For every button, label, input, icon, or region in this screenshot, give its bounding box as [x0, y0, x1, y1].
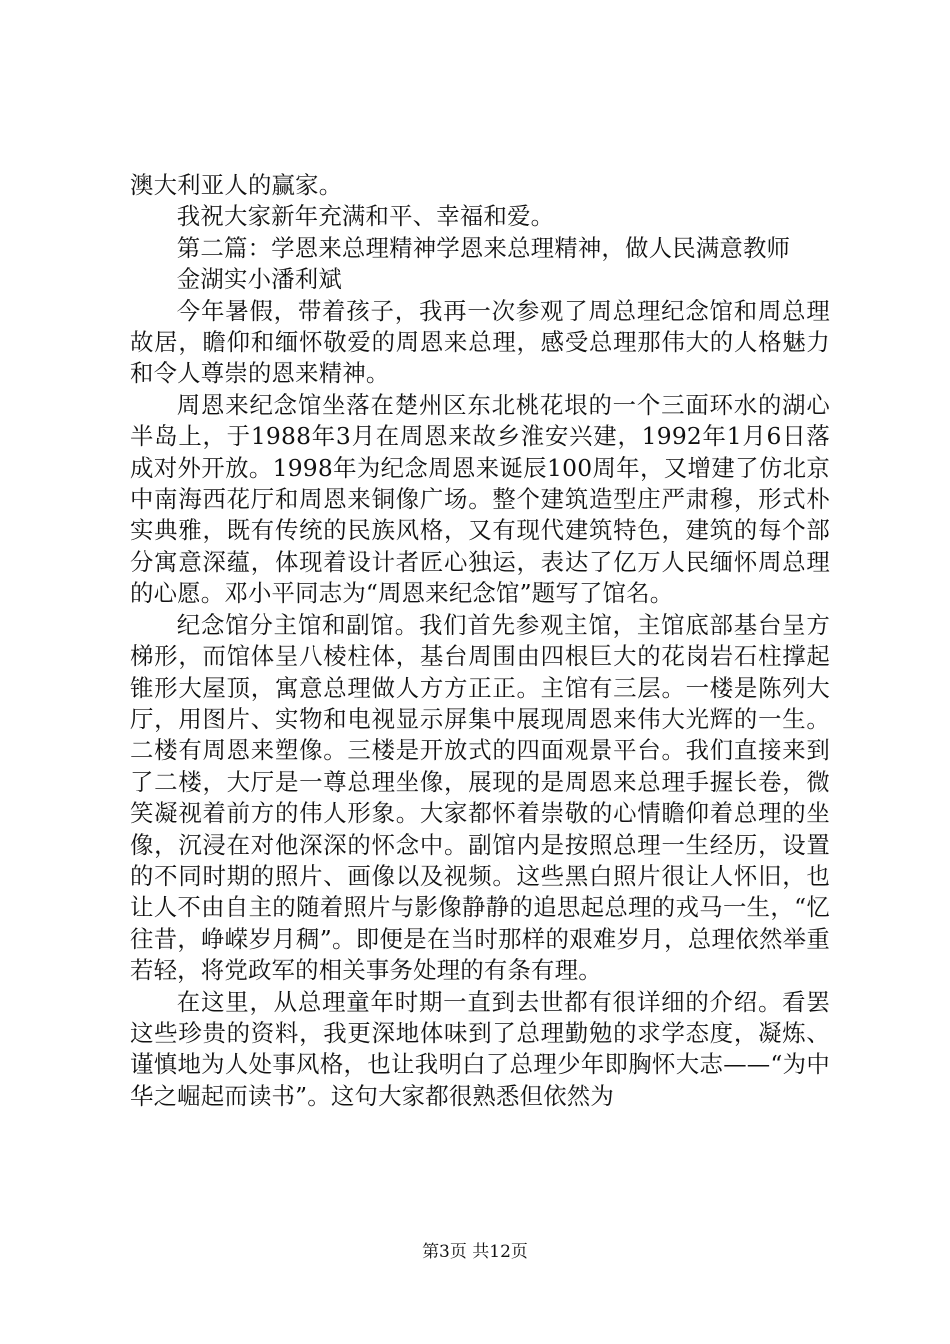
page-footer — [0, 1240, 950, 1264]
paragraph-1: 澳大利亚人的赢家。 — [130, 171, 343, 199]
paragraph-8: 在这里，从总理童年时期一直到去世都有很详细的介绍。看罢这些珍贵的资料，我更深地体味到了总理勤勉的求学态度，凝炼、谨慎地为人处事风格，也让我明白了总理少年即胸怀大志——“为中华之崛起而读书”。这句大家都很熟悉但依然为 — [130, 987, 830, 1110]
paragraph-2: 我祝大家新年充满和平、幸福和爱。 — [176, 202, 555, 231]
paragraph-6: 周恩来纪念馆坐落在楚州区东北桃花垠的一个三面环水的湖心半岛上，于1988年3月在周恩来故乡淮安兴建，1992年1月6日落成对外开放。1998年为纪念周恩来诞辰100周年，又增建了仿北京中南海西花厅和周恩来铜像广场。整个建筑造型庄严肃穆，形式朴实典雅，既有传统的民族风格，又有现代建筑特色，建筑的每个部分寓意深蕴，体现着设计者匠心独运，表达了亿万人民缅怀周总理的心愿。邓小平同志为“周恩来纪念馆”题写了馆名。 — [130, 390, 830, 608]
paragraph-7: 纪念馆分主馆和副馆。我们首先参观主馆，主馆底部基台呈方梯形，而馆体呈八棱柱体，基台周围由四根巨大的花岗岩石柱撑起锥形大屋顶，寓意总理做人方方正正。主馆有三层。一楼是陈列大厅，用图片、实物和电视显示屏集中展现周恩来伟大光辉的一生。二楼有周恩来塑像。三楼是开放式的四面观景平台。我们直接来到了二楼，大厅是一尊总理坐像，展现的是周恩来总理手握长卷，微笑凝视着前方的伟人形象。大家都怀着崇敬的心情瞻仰着总理的坐像，沉浸在对他深深的怀念中。副馆内是按照总理一生经历，设置的不同时期的照片、画像以及视频。这些黑白照片很让人怀旧，也让人不由自主的随着照片与影像静静的追思起总理的戎马一生，“忆往昔，峥嵘岁月稠”。即便是在当时那样的艰难岁月，总理依然举重若轻，将党政军的相关事务处理的有条有理。 — [130, 610, 830, 985]
author-line: 金湖实小潘利斌 — [176, 265, 342, 294]
page-number-label: 第3页 共12页 — [422, 1242, 528, 1262]
document-body — [130, 170, 830, 1112]
paragraph-5: 今年暑假，带着孩子，我再一次参观了周总理纪念馆和周总理故居，瞻仰和缅怀敬爱的周恩来总理，感受总理那伟大的人格魅力和令人尊崇的恩来精神。 — [130, 296, 830, 388]
section-heading: 第二篇：学恩来总理精神学恩来总理精神，做人民满意教师 — [176, 233, 791, 262]
